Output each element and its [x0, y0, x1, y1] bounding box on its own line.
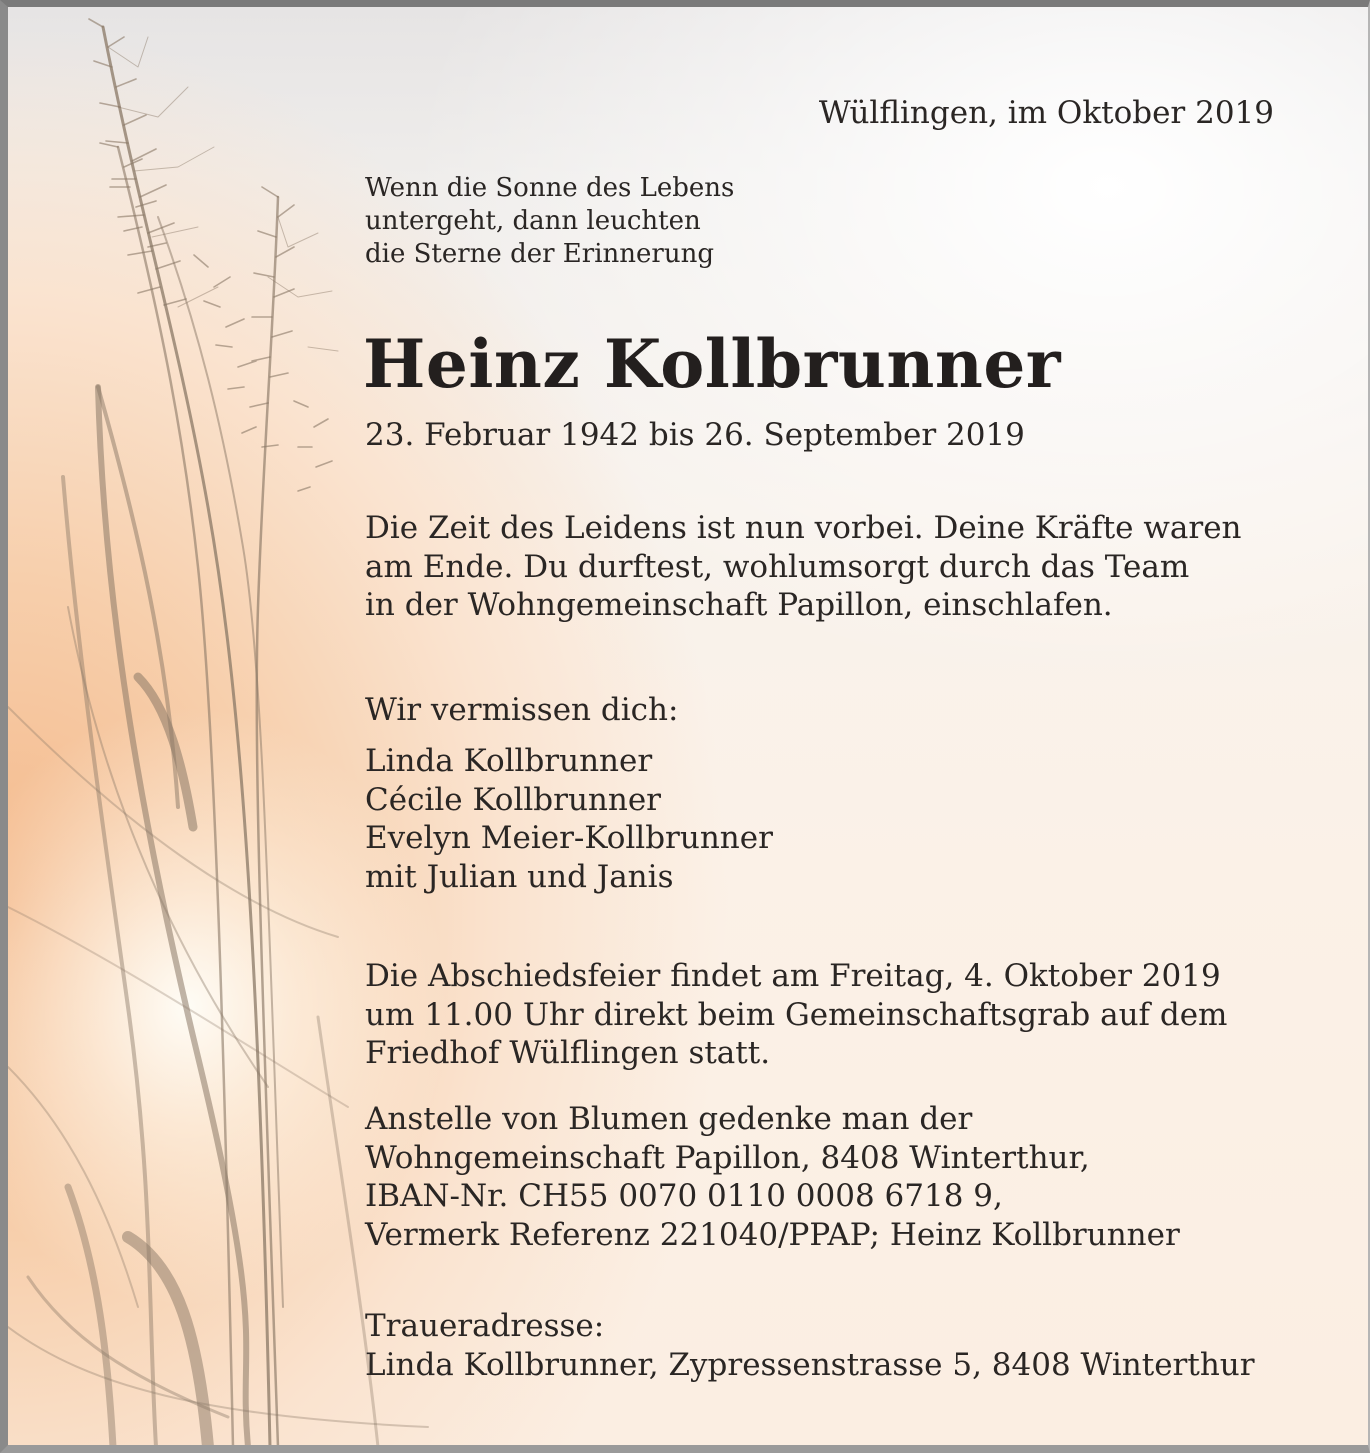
donation-line: Anstelle von Blumen gedenke man der [365, 1101, 973, 1137]
motto-line: untergeht, dann leuchten [365, 206, 701, 236]
mourner-name: Linda Kollbrunner [365, 743, 653, 779]
donation-line: Wohngemeinschaft Papillon, 8408 Winterthur, [365, 1139, 1090, 1176]
ceremony-line: um 11.00 Uhr direkt beim Gemeinschaftsgrab auf dem [365, 996, 1228, 1033]
message-line: in der Wohngemeinschaft Papillon, einschlafen. [365, 587, 1113, 623]
farewell-message [365, 509, 1242, 625]
motto-quote [365, 172, 734, 271]
mourners-list [365, 742, 773, 896]
address-line: Linda Kollbrunner, Zypressenstrasse 5, 8408 Winterthur [365, 1346, 1255, 1383]
address-label: Traueradresse: [365, 1308, 605, 1344]
mourning-address [365, 1307, 1255, 1384]
ceremony-info [365, 957, 1227, 1073]
mourner-name: mit Julian und Janis [365, 858, 674, 895]
ceremony-line: Friedhof Wülflingen statt. [365, 1035, 771, 1071]
mourner-name: Evelyn Meier-Kollbrunner [365, 820, 773, 856]
donation-info [365, 1100, 1180, 1254]
message-line: Die Zeit des Leidens ist nun vorbei. Deine Kräfte waren [365, 510, 1242, 546]
deceased-name: Heinz Kollbrunner [363, 325, 1062, 403]
message-line: am Ende. Du durftest, wohlumsorgt durch das Team [365, 548, 1190, 585]
donation-line: Vermerk Referenz 221040/PPAP; Heinz Kollbrunner [365, 1216, 1180, 1253]
ceremony-line: Die Abschiedsfeier findet am Freitag, 4. Oktober 2019 [365, 958, 1221, 994]
motto-line: Wenn die Sonne des Lebens [365, 173, 735, 203]
mourner-name: Cécile Kollbrunner [365, 781, 661, 818]
place-date: Wülflingen, im Oktober 2019 [818, 95, 1274, 131]
donation-line: IBAN-Nr. CH55 0070 0110 0008 6718 9, [365, 1178, 1003, 1214]
motto-line: die Sterne der Erinnerung [365, 239, 714, 269]
mourners-intro: Wir vermissen dich: [365, 692, 679, 728]
life-dates: 23. Februar 1942 bis 26. September 2019 [365, 417, 1025, 453]
